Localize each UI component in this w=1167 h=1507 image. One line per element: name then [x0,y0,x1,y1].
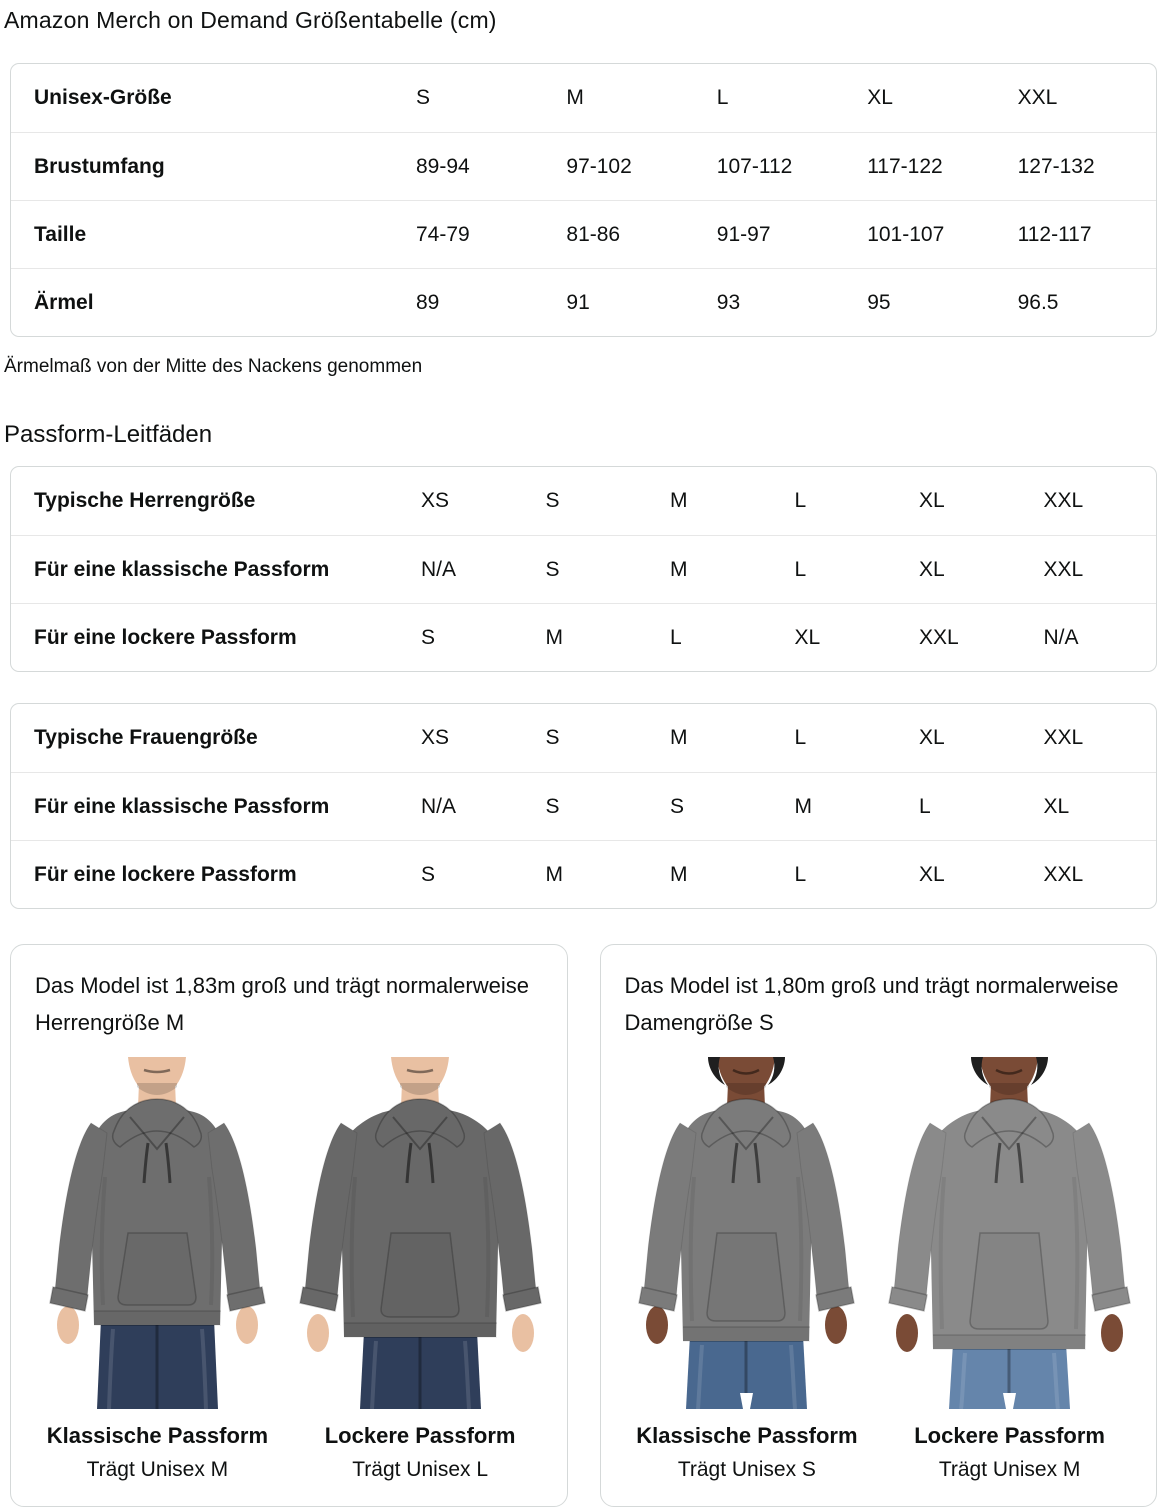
fit-size-value: XXL [919,625,959,649]
row-label: Ärmel [34,290,94,314]
fit-size-value: XL [1043,794,1070,818]
fit-size-value: XL [919,557,945,581]
fit-size-value: S [670,794,685,818]
table-header-row [11,64,1156,132]
fit-title: Lockere Passform [914,1423,1105,1448]
table-header-row [11,704,1156,772]
fit-size-value: M [545,862,563,886]
table-row-classic-fit [11,535,1156,603]
table-header-row [11,467,1156,535]
row-label: Unisex-Größe [34,86,172,109]
fit-subtitle: Trägt Unisex M [86,1458,229,1481]
model-figures [29,1057,549,1482]
row-label: Brustumfang [34,154,165,178]
size-col-header: M [566,86,584,109]
size-col-header: M [670,726,688,749]
size-col-header: XS [421,489,450,512]
size-col-header: XL [919,726,945,749]
measure-value: 81-86 [566,222,621,246]
womens-fit-table [10,703,1157,909]
size-col-header: XXL [1017,86,1058,109]
measure-value: 89-94 [416,154,470,178]
row-label: Für eine klassische Passform [34,557,330,581]
fit-size-value: N/A [1043,625,1079,649]
fit-size-value: N/A [421,557,457,581]
fit-guides-section-title: Passform-Leitfäden [4,421,213,448]
model-description: Das Model ist 1,80m groß und trägt normalerweise Damengröße S [624,973,1119,1035]
size-col-header: M [670,489,688,512]
row-label: Für eine klassische Passform [34,794,330,818]
mens-fit-table [10,466,1157,672]
model-description: Das Model ist 1,83m groß und trägt normalerweise Herrengröße M [35,973,529,1035]
fit-size-value: S [545,557,560,581]
size-col-header: XXL [1043,489,1084,512]
figure-classic-fit [29,1057,286,1482]
sleeve-measure-footnote: Ärmelmaß von der Mitte des Nackens genommen [4,356,423,377]
row-label: Für eine lockere Passform [34,862,297,886]
size-col-header: L [794,726,807,749]
measure-value: 97-102 [566,154,632,178]
fit-size-value: S [421,625,436,649]
fit-size-value: L [794,862,807,886]
size-col-header: XS [421,726,450,749]
size-col-header: S [545,489,560,512]
table-row-classic-fit [11,772,1156,840]
fit-size-value: L [919,794,931,818]
fit-title: Klassische Passform [46,1423,269,1448]
size-col-header: S [545,726,560,749]
figure-loose-fit [292,1057,549,1482]
fit-size-value: XL [919,862,945,886]
measure-value: 101-107 [867,222,945,246]
fit-size-value: S [545,794,560,818]
fit-subtitle: Trägt Unisex M [938,1458,1081,1481]
size-col-header: S [416,86,431,109]
table-row-loose-fit [11,603,1156,671]
measure-value: 107-112 [716,154,793,178]
measure-value: 89 [416,290,440,314]
size-col-header: XL [867,86,893,109]
fit-size-value: XL [794,625,821,649]
row-label: Für eine lockere Passform [34,625,297,649]
measure-value: 93 [716,290,741,314]
fit-size-value: L [794,557,807,581]
model-photo-male-classic-icon [29,1057,286,1409]
model-photo-female-loose-icon [881,1057,1138,1409]
fit-size-value: XXL [1043,862,1084,886]
fit-size-value: M [670,557,688,581]
page-title: Amazon Merch on Demand Größentabelle (cm) [4,7,497,33]
measure-value: 112-117 [1017,222,1092,246]
fit-size-value: M [794,794,812,818]
table-row-loose-fit [11,840,1156,908]
fit-subtitle: Trägt Unisex S [677,1458,816,1481]
fit-size-value: M [545,625,563,649]
size-col-header: XXL [1043,726,1084,749]
fit-size-value: N/A [421,794,457,818]
model-figures [619,1057,1139,1482]
measure-value: 117-122 [867,154,943,178]
mens-model-card [10,944,568,1507]
fit-size-value: L [670,625,682,649]
measure-value: 91 [566,290,590,314]
model-photo-male-loose-icon [292,1057,549,1409]
fit-size-value: M [670,862,688,886]
measure-value: 91-97 [716,222,771,246]
measure-value: 96.5 [1017,290,1059,314]
measure-value: 127-132 [1017,154,1095,178]
fit-size-value: XXL [1043,557,1084,581]
fit-subtitle: Trägt Unisex L [352,1458,489,1481]
row-label: Typische Herrengröße [34,489,256,512]
size-col-header: L [716,86,729,109]
row-label: Typische Frauengröße [34,726,258,749]
womens-model-card [600,944,1158,1507]
model-photo-female-classic-icon [619,1057,876,1409]
size-col-header: L [794,489,807,512]
row-label: Taille [34,222,87,246]
table-row-chest [11,132,1156,200]
figure-classic-fit [619,1057,876,1482]
table-row-sleeve [11,268,1156,336]
measure-value: 95 [867,290,891,314]
model-cards [10,944,1157,1507]
table-row-waist [11,200,1156,268]
size-col-header: XL [919,489,945,512]
fit-title: Klassische Passform [636,1423,858,1448]
figure-loose-fit [881,1057,1138,1482]
unisex-size-table [10,63,1157,337]
fit-title: Lockere Passform [324,1423,516,1448]
measure-value: 74-79 [416,222,470,246]
fit-size-value: S [421,862,436,886]
